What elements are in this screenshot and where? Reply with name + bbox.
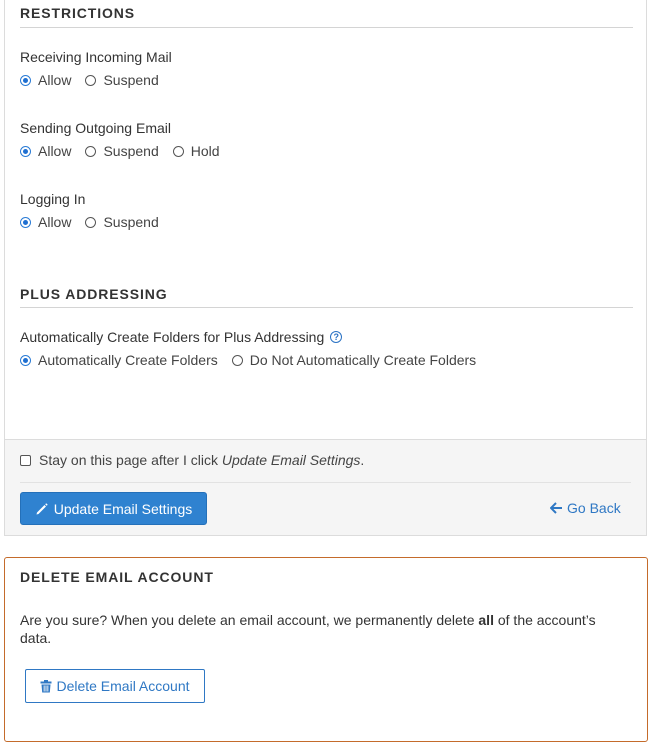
plus-addressing-divider [20,307,633,308]
delete-account-heading: DELETE EMAIL ACCOUNT [20,569,214,585]
login-suspend-label: Suspend [103,214,159,230]
outgoing-hold-option[interactable] [173,143,220,159]
go-back-label: Go Back [567,500,621,516]
auto-create-folders-option[interactable] [20,352,218,368]
stay-text-emphasis: Update Email Settings [221,452,361,468]
plus-addressing-label-row [20,329,342,345]
stay-text-prefix: Stay on this page after I click [39,452,222,468]
pencil-icon [35,502,49,516]
auto-create-folders-radio[interactable] [20,355,31,366]
restrictions-divider [20,27,633,28]
footer-divider [20,482,631,483]
delete-email-account-button[interactable] [25,669,205,703]
delete-warning-bold: all [478,612,494,628]
delete-warning-suffix: of the account’s data. [20,612,596,646]
outgoing-suspend-option[interactable] [85,143,158,159]
login-allow-option[interactable] [20,214,71,230]
stay-text-suffix: . [360,452,365,468]
incoming-mail-label: Receiving Incoming Mail [20,49,172,65]
no-auto-create-folders-label: Do Not Automatically Create Folders [249,352,477,368]
no-auto-create-folders-radio[interactable] [232,355,243,366]
outgoing-suspend-label: Suspend [103,143,159,159]
delete-email-account-label: Delete Email Account [56,678,190,694]
update-email-settings-label: Update Email Settings [53,500,193,517]
delete-account-panel [4,557,648,742]
outgoing-allow-radio[interactable] [20,146,31,157]
plus-addressing-heading: PLUS ADDRESSING [20,286,168,302]
incoming-allow-label: Allow [38,72,72,88]
stay-on-page-checkbox[interactable] [20,455,31,466]
plus-addressing-options [20,352,490,368]
stay-on-page-option[interactable] [20,452,364,468]
outgoing-hold-label: Hold [190,143,220,159]
help-icon[interactable]: ? [330,331,342,343]
update-email-settings-button[interactable] [20,492,207,525]
outgoing-allow-label: Allow [38,143,72,159]
incoming-allow-radio[interactable] [20,75,31,86]
form-footer [5,439,646,535]
login-suspend-radio[interactable] [85,217,96,228]
logging-in-label: Logging In [20,191,86,207]
login-suspend-option[interactable] [85,214,158,230]
auto-create-folders-label: Automatically Create Folders [38,352,218,368]
logging-in-options [20,214,173,230]
outgoing-allow-option[interactable] [20,143,71,159]
incoming-mail-options [20,72,173,88]
outgoing-hold-radio[interactable] [173,146,184,157]
delete-warning-text [20,611,630,647]
login-allow-label: Allow [38,214,72,230]
trash-icon [40,680,52,693]
plus-addressing-label: Automatically Create Folders for Plus Addressing [20,329,325,345]
restrictions-heading: RESTRICTIONS [20,5,136,21]
email-settings-panel [4,0,647,536]
delete-warning-prefix: Are you sure? When you delete an email account, we permanently delete [20,612,479,628]
outgoing-suspend-radio[interactable] [85,146,96,157]
login-allow-radio[interactable] [20,217,31,228]
incoming-suspend-option[interactable] [85,72,158,88]
outgoing-email-options [20,143,234,159]
incoming-suspend-label: Suspend [103,72,159,88]
incoming-suspend-radio[interactable] [85,75,96,86]
outgoing-email-label: Sending Outgoing Email [20,120,171,136]
arrow-left-icon [550,502,563,514]
incoming-allow-option[interactable] [20,72,71,88]
go-back-link[interactable] [550,500,621,516]
no-auto-create-folders-option[interactable] [232,352,476,368]
stay-on-page-text [39,452,364,468]
